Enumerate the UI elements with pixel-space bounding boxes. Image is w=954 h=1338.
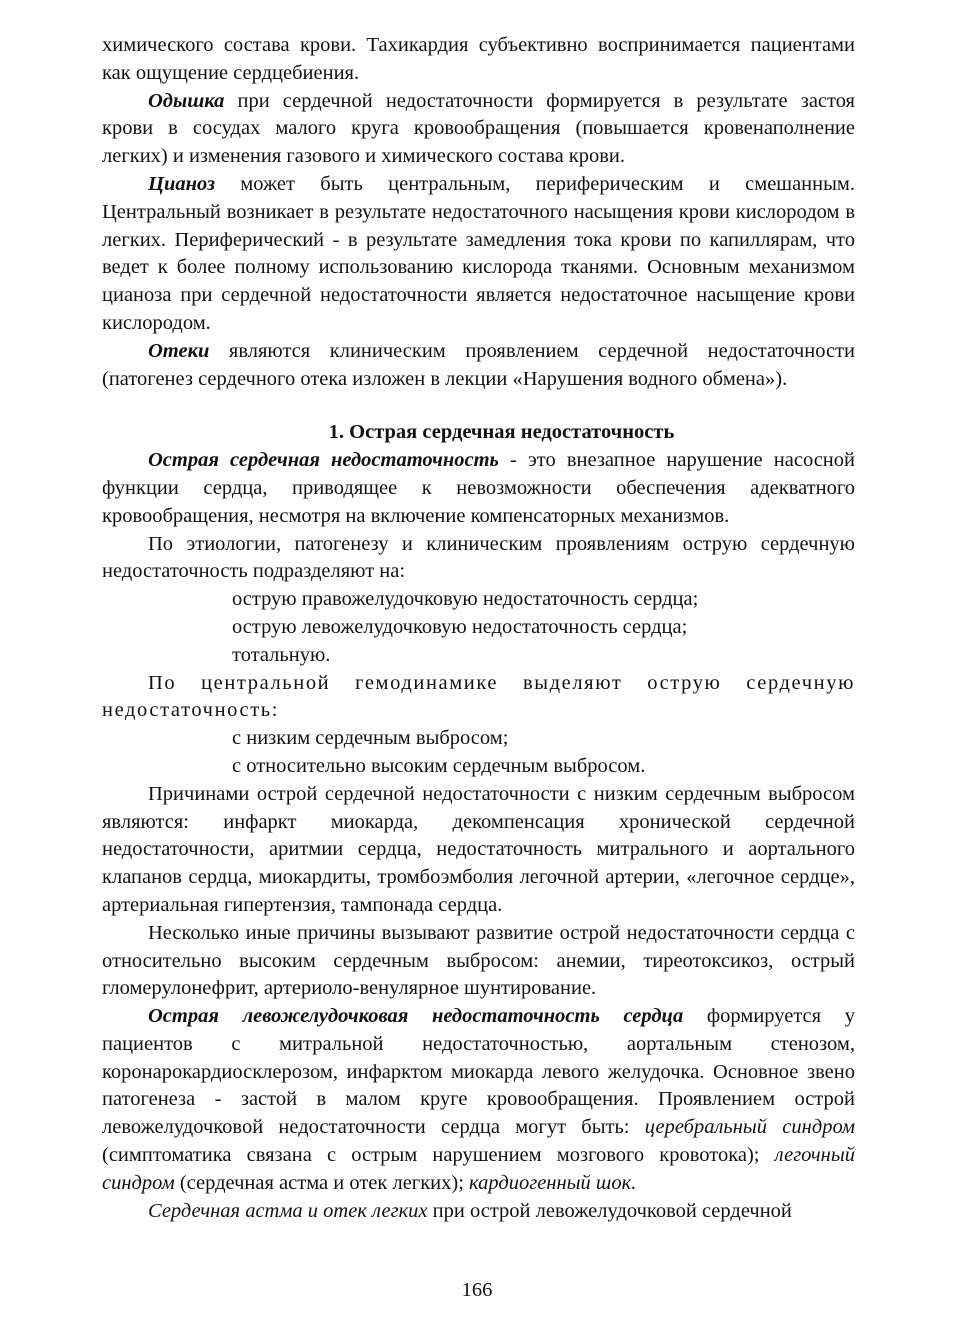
list-item: с относительно высоким сердечным выбросом. bbox=[232, 754, 646, 777]
paragraph-edema-text: являются клиническим проявлением сердечной недостаточности (патогенез сердечного отека изложен в лекции «Нарушения водного обмена»). bbox=[102, 339, 855, 390]
page-number: 166 bbox=[461, 1279, 493, 1301]
paragraph-dyspnea bbox=[102, 88, 855, 171]
paragraph-edema bbox=[102, 338, 855, 394]
paragraph-left-ventricular-failure bbox=[102, 1003, 855, 1198]
term-cyanosis: Цианоз bbox=[148, 172, 215, 195]
term-edema: Отеки bbox=[148, 339, 210, 362]
paragraph-tachycardia-end: химического состава крови. Тахикардия субъективно воспринимается пациентами как ощущение сердцебиения. bbox=[102, 34, 855, 84]
document-page bbox=[102, 32, 855, 1225]
section-heading: 1. Острая сердечная недостаточность bbox=[328, 421, 675, 444]
paragraph-definition-text: - это внезапное нарушение насосной функции сердца, приводящее к невозможности обеспечения адекватного кровообращения, несмотря на включение компенсаторных механизмов. bbox=[102, 449, 855, 527]
classification-list bbox=[102, 586, 855, 669]
list-item: острую правожелудочковую недостаточность сердца; bbox=[232, 588, 699, 611]
paragraph-dyspnea-text: при сердечной недостаточности формируется в результате застоя крови в сосудах малого круга кровообращения (повышается кровенаполнение легких) и изменения газового и химического состава крови. bbox=[102, 89, 855, 168]
term-pulmonary-syndrome: легочный синдром bbox=[102, 1144, 855, 1194]
term-cardiogenic-shock: кардиогенный шок. bbox=[469, 1171, 637, 1194]
paragraph-hemodynamics: По центральной гемодинамике выделяют острую сердечную недостаточность: bbox=[102, 671, 855, 722]
paragraph-cyanosis-text: может быть центральным, периферическим и смешанным. Центральный возникает в результате недостаточного насыщения крови кислородом в легких. Периферический - в результате замедления тока крови по капиллярам, что ведет к более полному использованию кислорода тканями. Основным механизмом цианоза при сердечной недостаточности является недостаточное насыщение крови кислородом. bbox=[102, 172, 855, 334]
paragraph-cyanosis bbox=[102, 171, 855, 338]
paragraph-cardiac-asthma-text: при острой левожелудочковой сердечной bbox=[427, 1199, 792, 1222]
hemodynamics-list bbox=[102, 725, 855, 781]
term-cerebral-syndrome: церебральный синдром bbox=[644, 1116, 855, 1139]
list-item: тотальную. bbox=[232, 643, 331, 666]
paragraph-cardiac-asthma bbox=[102, 1198, 855, 1226]
list-item: острую левожелудочковую недостаточность сердца; bbox=[232, 615, 688, 638]
paragraph-lvf-text-2: (симптоматика связана с острым нарушением мозгового кровотока); bbox=[102, 1144, 775, 1167]
paragraph-definition bbox=[102, 447, 855, 530]
term-acute-heart-failure: Острая сердечная недостаточность bbox=[148, 449, 499, 472]
section-gap bbox=[102, 393, 855, 419]
paragraph-classification: По этиологии, патогенезу и клиническим проявлениям острую сердечную недостаточность подразделяют на: bbox=[102, 532, 855, 583]
list-item: с низким сердечным выбросом; bbox=[232, 727, 509, 750]
paragraph-causes-high-output: Несколько иные причины вызывают развитие острой недостаточности сердца с относительно высоким сердечным выбросом: анемии, тиреотоксикоз, острый гломерулонефрит, артериоло-венулярное шунтирование. bbox=[102, 921, 855, 1000]
term-left-ventricular-failure: Острая левожелудочковая недостаточность сердца bbox=[148, 1005, 684, 1028]
term-dyspnea: Одышка bbox=[148, 89, 225, 112]
paragraph-causes-low-output: Причинами острой сердечной недостаточности с низким сердечным выбросом являются: инфаркт миокарда, декомпенсация хронической сердечной недостаточности, аритмии сердца, недостаточность митрального и аортального клапанов сердца, миокардиты, тромбоэмболия легочной артерии, «легочное сердце», артериальная гипертензия, тампонада сердца. bbox=[102, 782, 855, 916]
paragraph-lvf-text-1: формируется у пациентов с митральной недостаточностью, аортальным стенозом, коронарокардиосклерозом, инфарктом миокарда левого желудочка. Основное звено патогенеза - застой в малом круге кровообращения. Проявлением острой левожелудочковой недостаточности сердца могут быть: bbox=[102, 1005, 855, 1139]
paragraph-lvf-text-3: (сердечная астма и отек легких); bbox=[174, 1171, 470, 1194]
term-cardiac-asthma: Сердечная астма и отек легких bbox=[148, 1199, 428, 1222]
